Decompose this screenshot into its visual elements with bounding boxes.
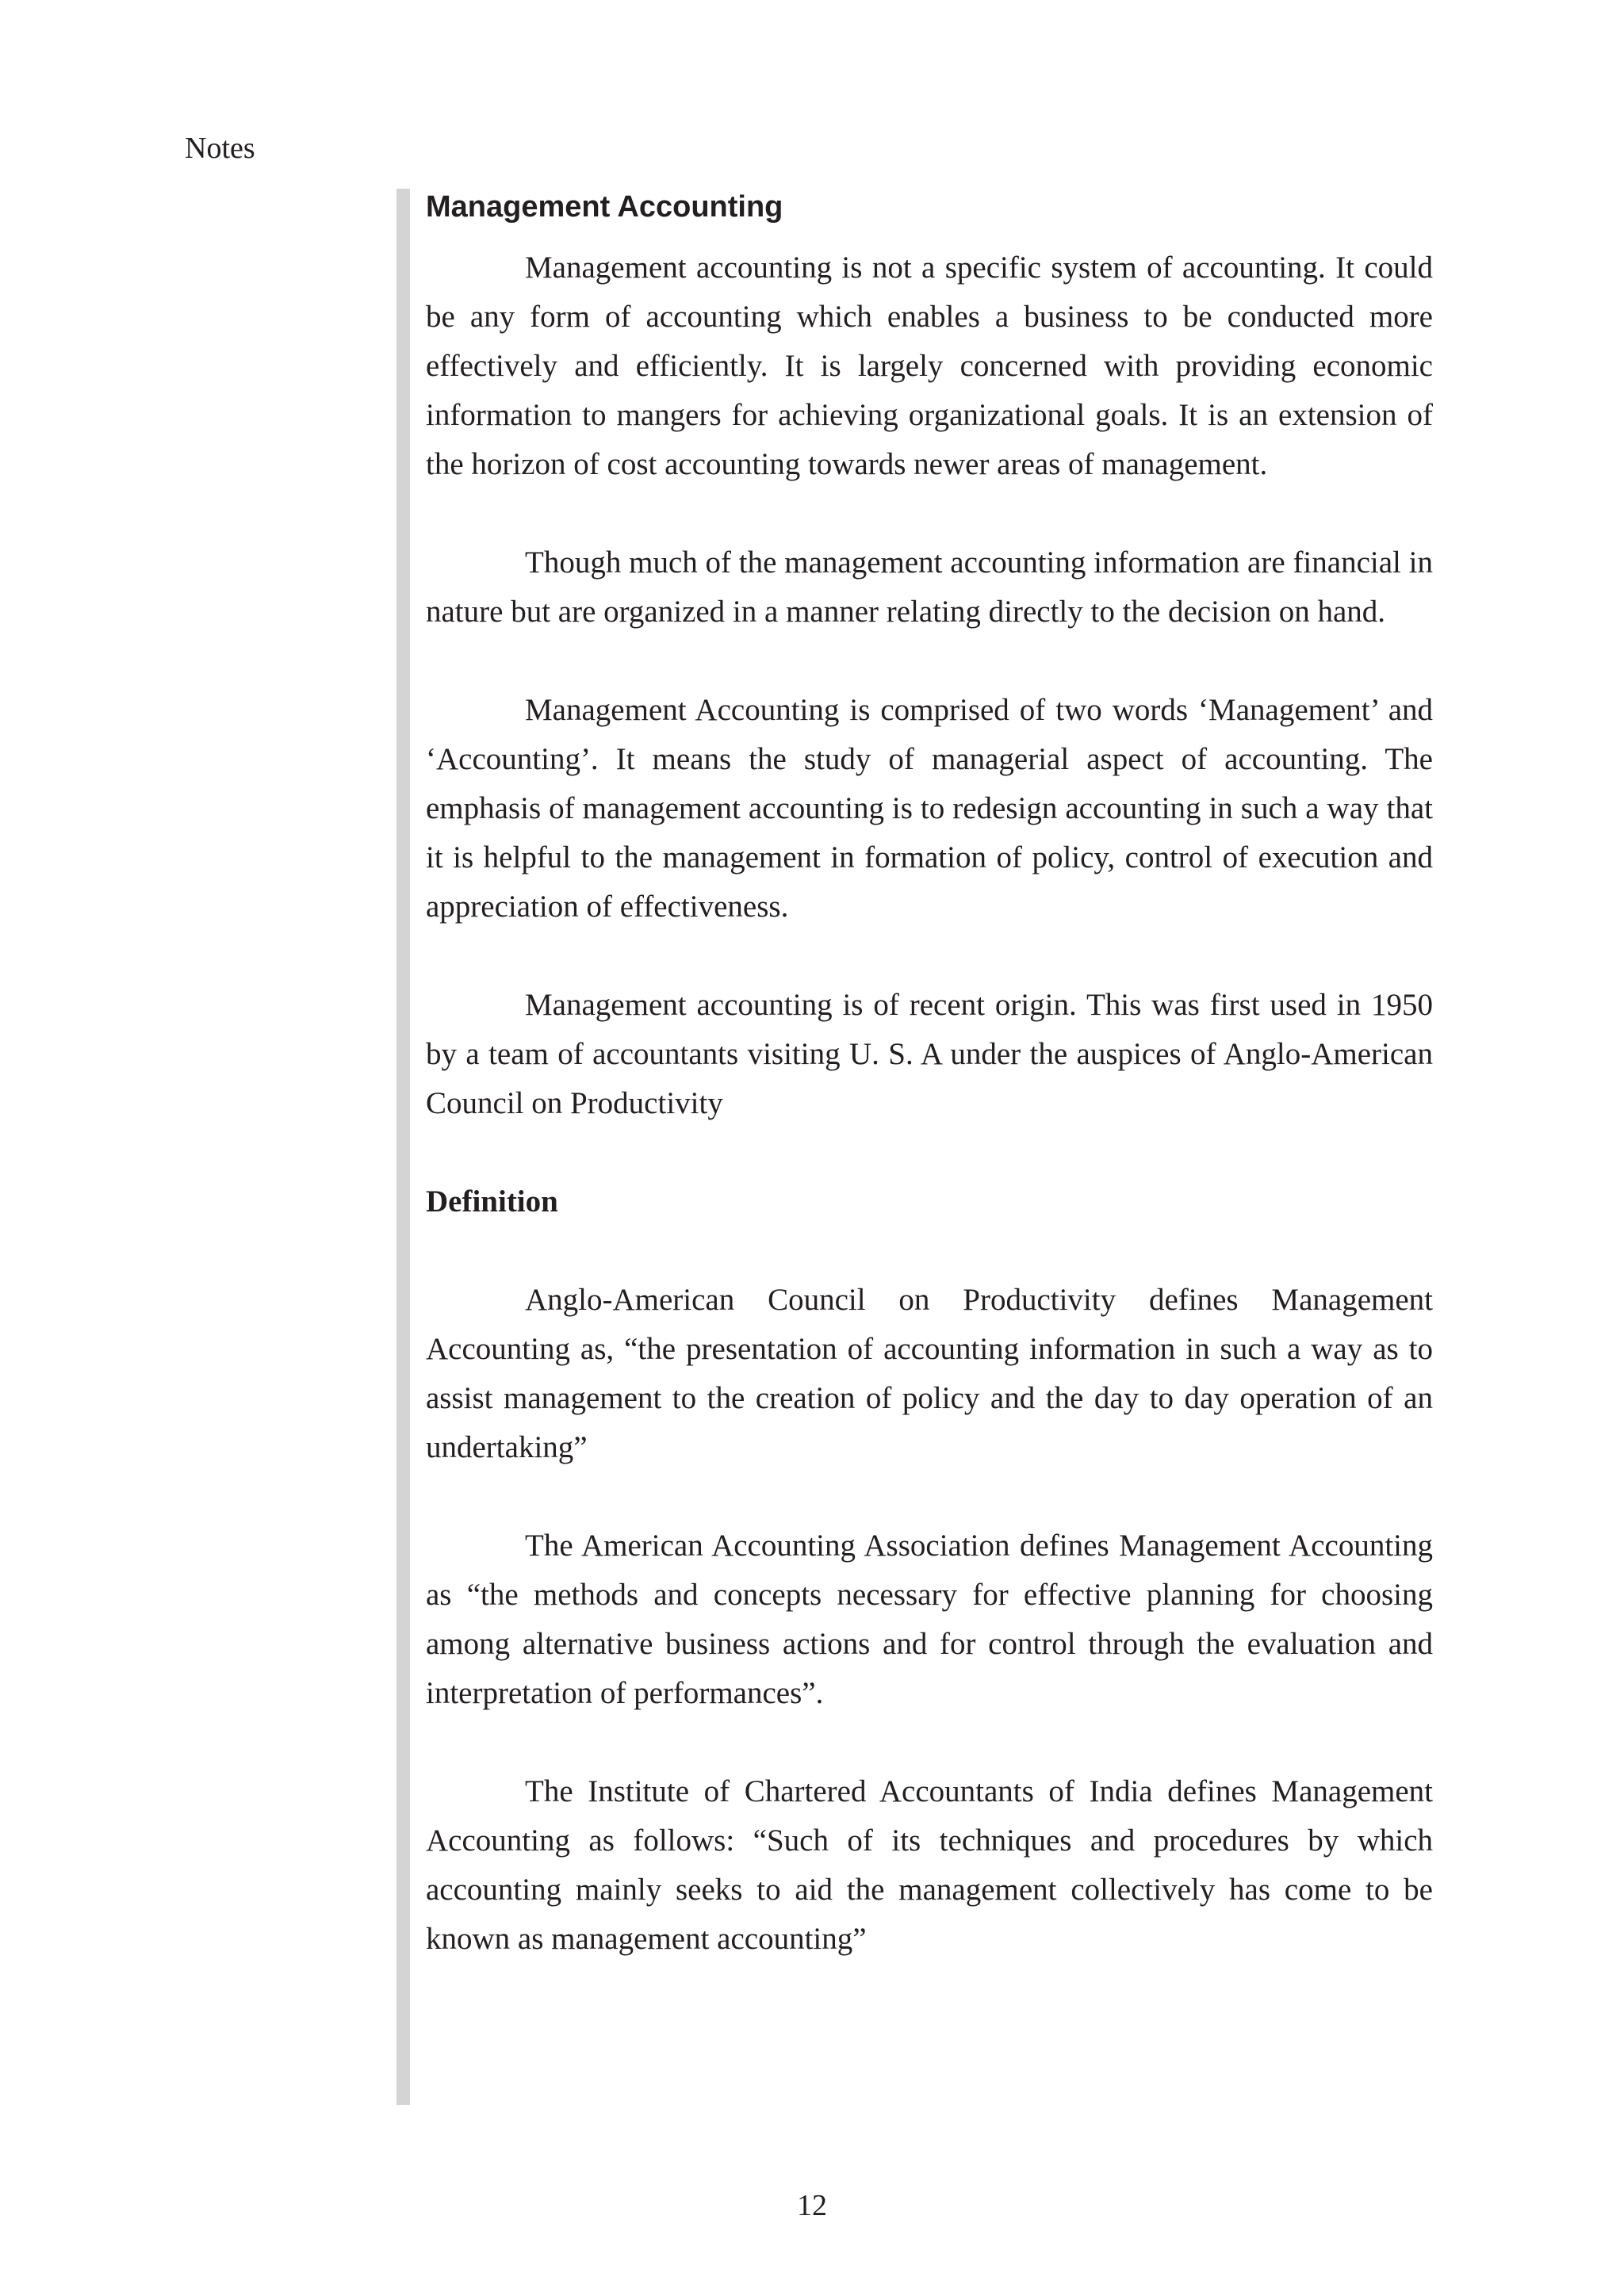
definition-heading: Definition [426,1184,558,1219]
paragraph: Management accounting is of recent origin. This was first used in 1950 by a team of accountants visiting U. S. A under the auspices of Anglo-American Council on Productivity [426,988,1433,1120]
paragraph: Management accounting is not a specific system of accounting. It could be any form of accounting which enables a business to be conducted more effectively and efficiently. It is largely concerned with providing economic information to mangers for achieving organizational goals. It is an extension of the horizon of cost accounting towards newer areas of management. [426,251,1433,481]
page-number: 12 [797,2189,827,2222]
content-column [426,182,1433,2013]
notes-label: Notes [185,132,255,165]
section-title: Management Accounting [426,190,783,224]
paragraph: Though much of the management accounting information are financial in nature but are organized in a manner relating directly to the decision on hand. [426,545,1433,629]
paragraph: Management Accounting is comprised of two words ‘Management’ and ‘Accounting’. It means the study of managerial aspect of accounting. The emphasis of management accounting is to redesign accounting in such a way that it is helpful to the management in formation of policy, control of execution and appreciation of effectiveness. [426,693,1433,924]
margin-bar [396,189,410,2105]
definition-paragraph: Anglo-American Council on Productivity defines Management Accounting as, “the presentation of accounting information in such a way as to assist management to the creation of policy and the day to day operation of an undertaking” [426,1283,1433,1464]
definition-paragraph: The American Accounting Association defines Management Accounting as “the methods and concepts necessary for effective planning for choosing among alternative business actions and for control through the evaluation and interpretation of performances”. [426,1529,1433,1710]
definition-paragraph: The Institute of Chartered Accountants of India defines Management Accounting as follows: “Such of its techniques and procedures by which accounting mainly seeks to aid the management collectively has come to be known as management accounting” [426,1774,1433,1956]
